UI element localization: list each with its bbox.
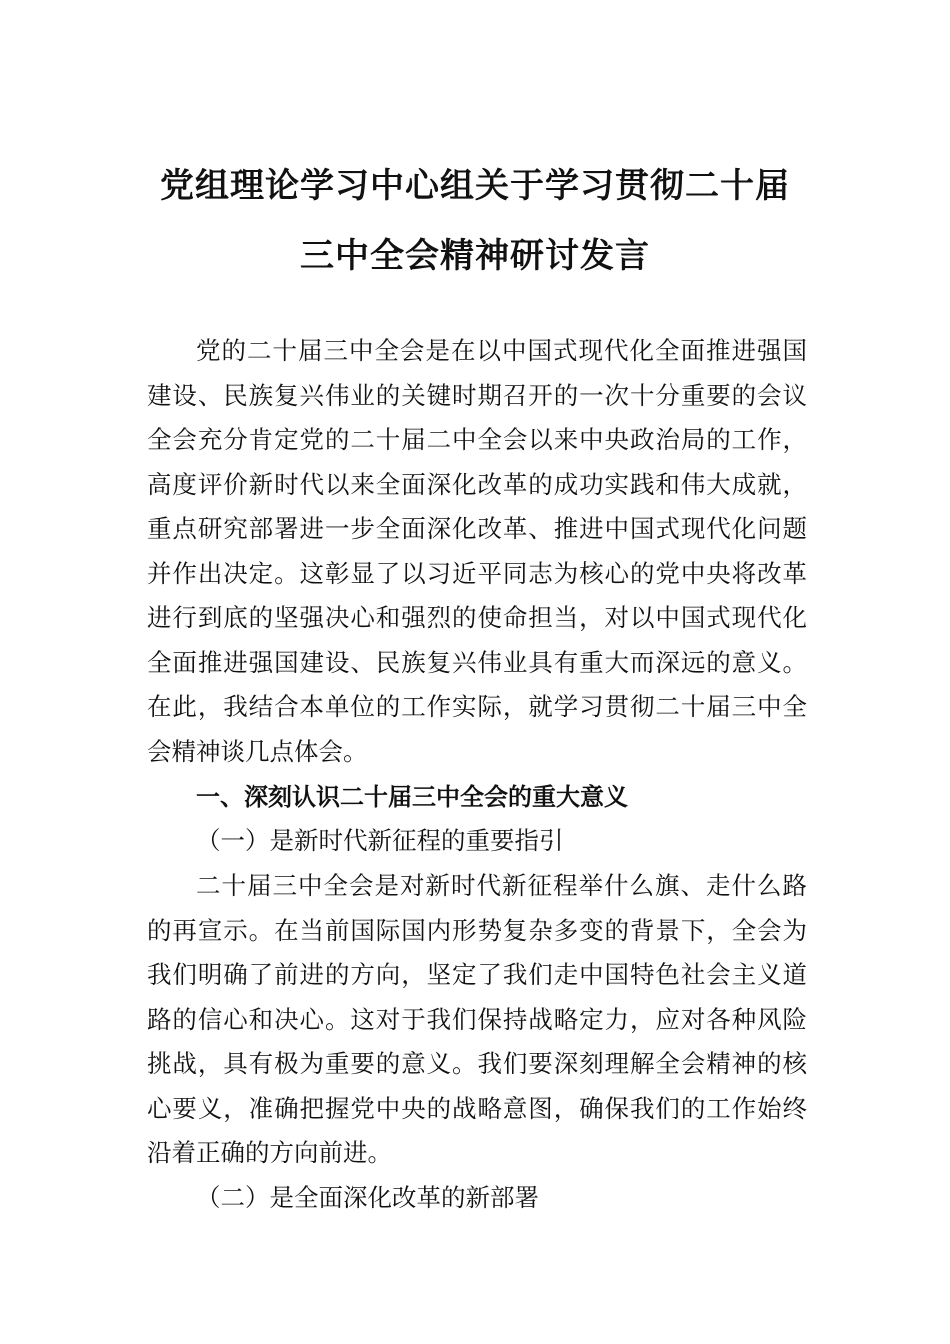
paragraph-line: 心要义，准确把握党中央的战略意图，确保我们的工作始终 <box>147 1094 807 1123</box>
paragraph-line: 高度评价新时代以来全面深化改革的成功实践和伟大成就， <box>147 470 807 499</box>
paragraph-line: 并作出决定。这彰显了以习近平同志为核心的党中央将改革 <box>147 559 807 588</box>
subsection-heading: （一）是新时代新征程的重要指引 <box>196 826 564 855</box>
paragraph-line: 我们明确了前进的方向，坚定了我们走中国特色社会主义道 <box>147 960 807 989</box>
paragraph-line: 党的二十届三中全会是在以中国式现代化全面推进强国 <box>196 336 807 365</box>
document-title-line-1: 党组理论学习中心组关于学习贯彻二十届 <box>160 166 790 206</box>
paragraph-line: 会精神谈几点体会。 <box>147 737 368 766</box>
subsection-heading: （二）是全面深化改革的新部署 <box>196 1183 539 1212</box>
paragraph-line: 二十届三中全会是对新时代新征程举什么旗、走什么路 <box>196 871 807 900</box>
paragraph-line: 重点研究部署进一步全面深化改革、推进中国式现代化问题 <box>147 514 807 543</box>
section-heading: 一、深刻认识二十届三中全会的重大意义 <box>196 783 628 811</box>
paragraph-line: 沿着正确的方向前进。 <box>147 1138 392 1167</box>
paragraph-line: 全会充分肯定党的二十届二中全会以来中央政治局的工作， <box>147 425 807 454</box>
paragraph-line: 挑战，具有极为重要的意义。我们要深刻理解全会精神的核 <box>147 1049 807 1078</box>
paragraph-line: 在此，我结合本单位的工作实际，就学习贯彻二十届三中全 <box>147 692 807 721</box>
paragraph-line: 进行到底的坚强决心和强烈的使命担当，对以中国式现代化 <box>147 603 807 632</box>
paragraph-line: 路的信心和决心。这对于我们保持战略定力，应对各种风险 <box>147 1005 807 1034</box>
document-title-line-2: 三中全会精神研讨发言 <box>300 236 650 276</box>
paragraph-line: 建设、民族复兴伟业的关键时期召开的一次十分重要的会议 <box>147 381 807 410</box>
paragraph-line: 的再宣示。在当前国际国内形势复杂多变的背景下，全会为 <box>147 916 807 945</box>
paragraph-line: 全面推进强国建设、民族复兴伟业具有重大而深远的意义。 <box>147 648 807 677</box>
